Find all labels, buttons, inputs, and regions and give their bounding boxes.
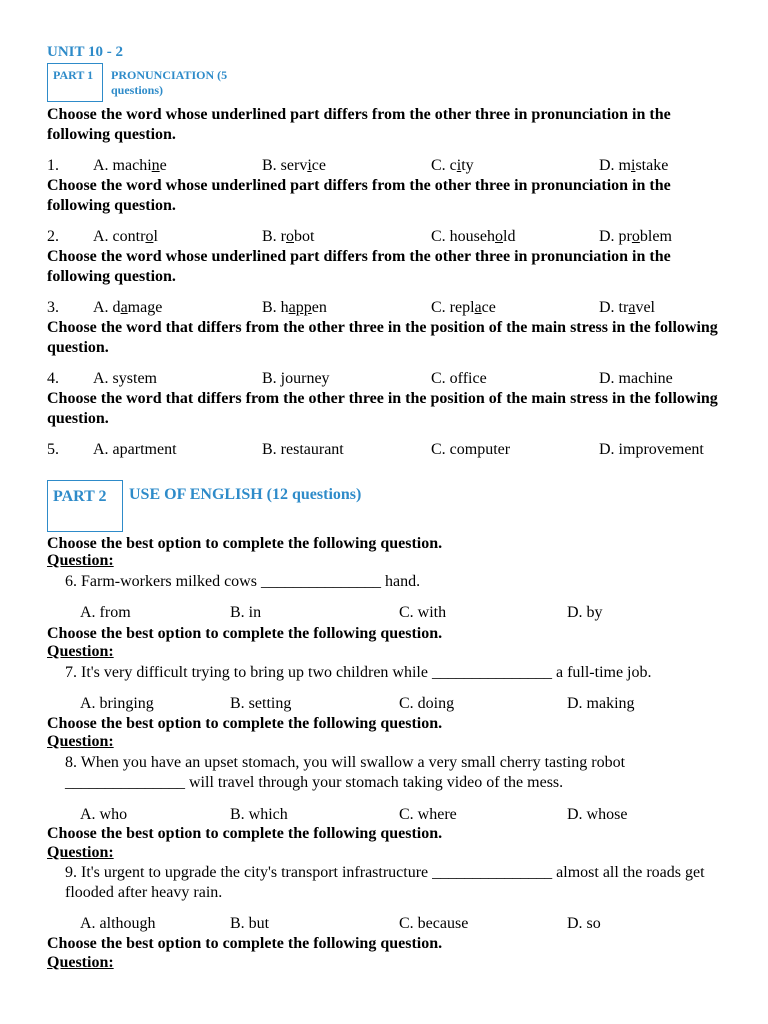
question-heading: Question:: [47, 552, 114, 569]
question-heading: Question:: [47, 733, 114, 750]
instruction-q5: Choose the word that differs from the other three in the position of the main stress in the following question.: [47, 390, 718, 427]
question-row-5: [47, 440, 747, 460]
option-a: A. system: [93, 370, 157, 387]
question-heading: Question:: [47, 954, 114, 971]
option-b: B. but: [230, 915, 270, 932]
instruction-q1: Choose the word whose underlined part differs from the other three in pronunciation in the following question.: [47, 106, 671, 143]
instruction-q6: Choose the best option to complete the following question.: [47, 535, 443, 552]
options-row-6: [47, 603, 747, 623]
instruction-q9: Choose the best option to complete the following question.: [47, 825, 443, 842]
unit-title: UNIT 10 - 2: [47, 44, 123, 60]
option-c: C. city: [431, 157, 474, 174]
instruction-q3: Choose the word whose underlined part differs from the other three in pronunciation in the following question.: [47, 248, 671, 285]
part2-title: USE OF ENGLISH (12 questions): [129, 486, 362, 503]
option-c: C. office: [431, 370, 487, 387]
option-d: D. by: [567, 604, 603, 621]
question-number: 2.: [47, 228, 59, 245]
question-number: 5.: [47, 441, 59, 458]
option-b: B. robot: [262, 228, 315, 245]
option-d: D. whose: [567, 806, 628, 823]
option-d: D. travel: [599, 299, 655, 316]
part2-label: PART 2: [53, 488, 107, 505]
option-b: B. happen: [262, 299, 327, 316]
options-row-9: [47, 914, 747, 934]
options-row-7: [47, 694, 747, 714]
question-row-1: [47, 156, 747, 176]
part1-label: PART 1: [53, 68, 94, 82]
option-c: C. household: [431, 228, 516, 245]
option-a: A. control: [93, 228, 158, 245]
option-a: A. damage: [93, 299, 163, 316]
question-stem-6: 6. Farm-workers milked cows _______________ hand.: [65, 573, 421, 590]
option-b: B. restaurant: [262, 441, 344, 458]
instruction-q4: Choose the word that differs from the other three in the position of the main stress in the following question.: [47, 319, 718, 356]
option-c: C. computer: [431, 441, 511, 458]
question-stem-9: 9. It's urgent to upgrade the city's transport infrastructure _______________ almost all the roads get flooded after heavy rain.: [65, 864, 705, 901]
option-a: A. although: [80, 915, 156, 932]
option-b: B. which: [230, 806, 288, 823]
option-d: D. machine: [599, 370, 673, 387]
question-heading: Question:: [47, 844, 114, 861]
question-row-2: [47, 227, 747, 247]
option-d: D. mistake: [599, 157, 669, 174]
options-row-8: [47, 805, 747, 825]
question-heading: Question:: [47, 643, 114, 660]
option-b: B. service: [262, 157, 326, 174]
option-a: A. machine: [93, 157, 167, 174]
option-d: D. improvement: [599, 441, 704, 458]
option-d: D. problem: [599, 228, 672, 245]
option-d: D. making: [567, 695, 635, 712]
question-stem-8: 8. When you have an upset stomach, you will swallow a very small cherry tasting robot _______________ will travel through your stomach taking video of the mess.: [65, 754, 626, 791]
option-a: A. who: [80, 806, 128, 823]
option-c: C. with: [399, 604, 447, 621]
option-a: A. from: [80, 604, 131, 621]
question-row-3: [47, 298, 747, 318]
instruction-q7: Choose the best option to complete the following question.: [47, 625, 443, 642]
instruction-q8: Choose the best option to complete the following question.: [47, 715, 443, 732]
option-c: C. replace: [431, 299, 496, 316]
question-number: 3.: [47, 299, 59, 316]
instruction-q2: Choose the word whose underlined part differs from the other three in pronunciation in the following question.: [47, 177, 671, 214]
option-b: B. journey: [262, 370, 330, 387]
question-row-4: [47, 369, 747, 389]
option-a: A. bringing: [80, 695, 154, 712]
option-d: D. so: [567, 915, 601, 932]
option-c: C. where: [399, 806, 457, 823]
option-c: C. doing: [399, 695, 455, 712]
option-b: B. setting: [230, 695, 292, 712]
question-number: 4.: [47, 370, 59, 387]
part1-title: PRONUNCIATION (5 questions): [111, 68, 228, 97]
instruction-q10: Choose the best option to complete the following question.: [47, 935, 443, 952]
option-b: B. in: [230, 604, 262, 621]
option-a: A. apartment: [93, 441, 177, 458]
question-stem-7: 7. It's very difficult trying to bring up two children while _______________ a full-time job.: [65, 664, 652, 681]
option-c: C. because: [399, 915, 469, 932]
question-number: 1.: [47, 157, 59, 174]
